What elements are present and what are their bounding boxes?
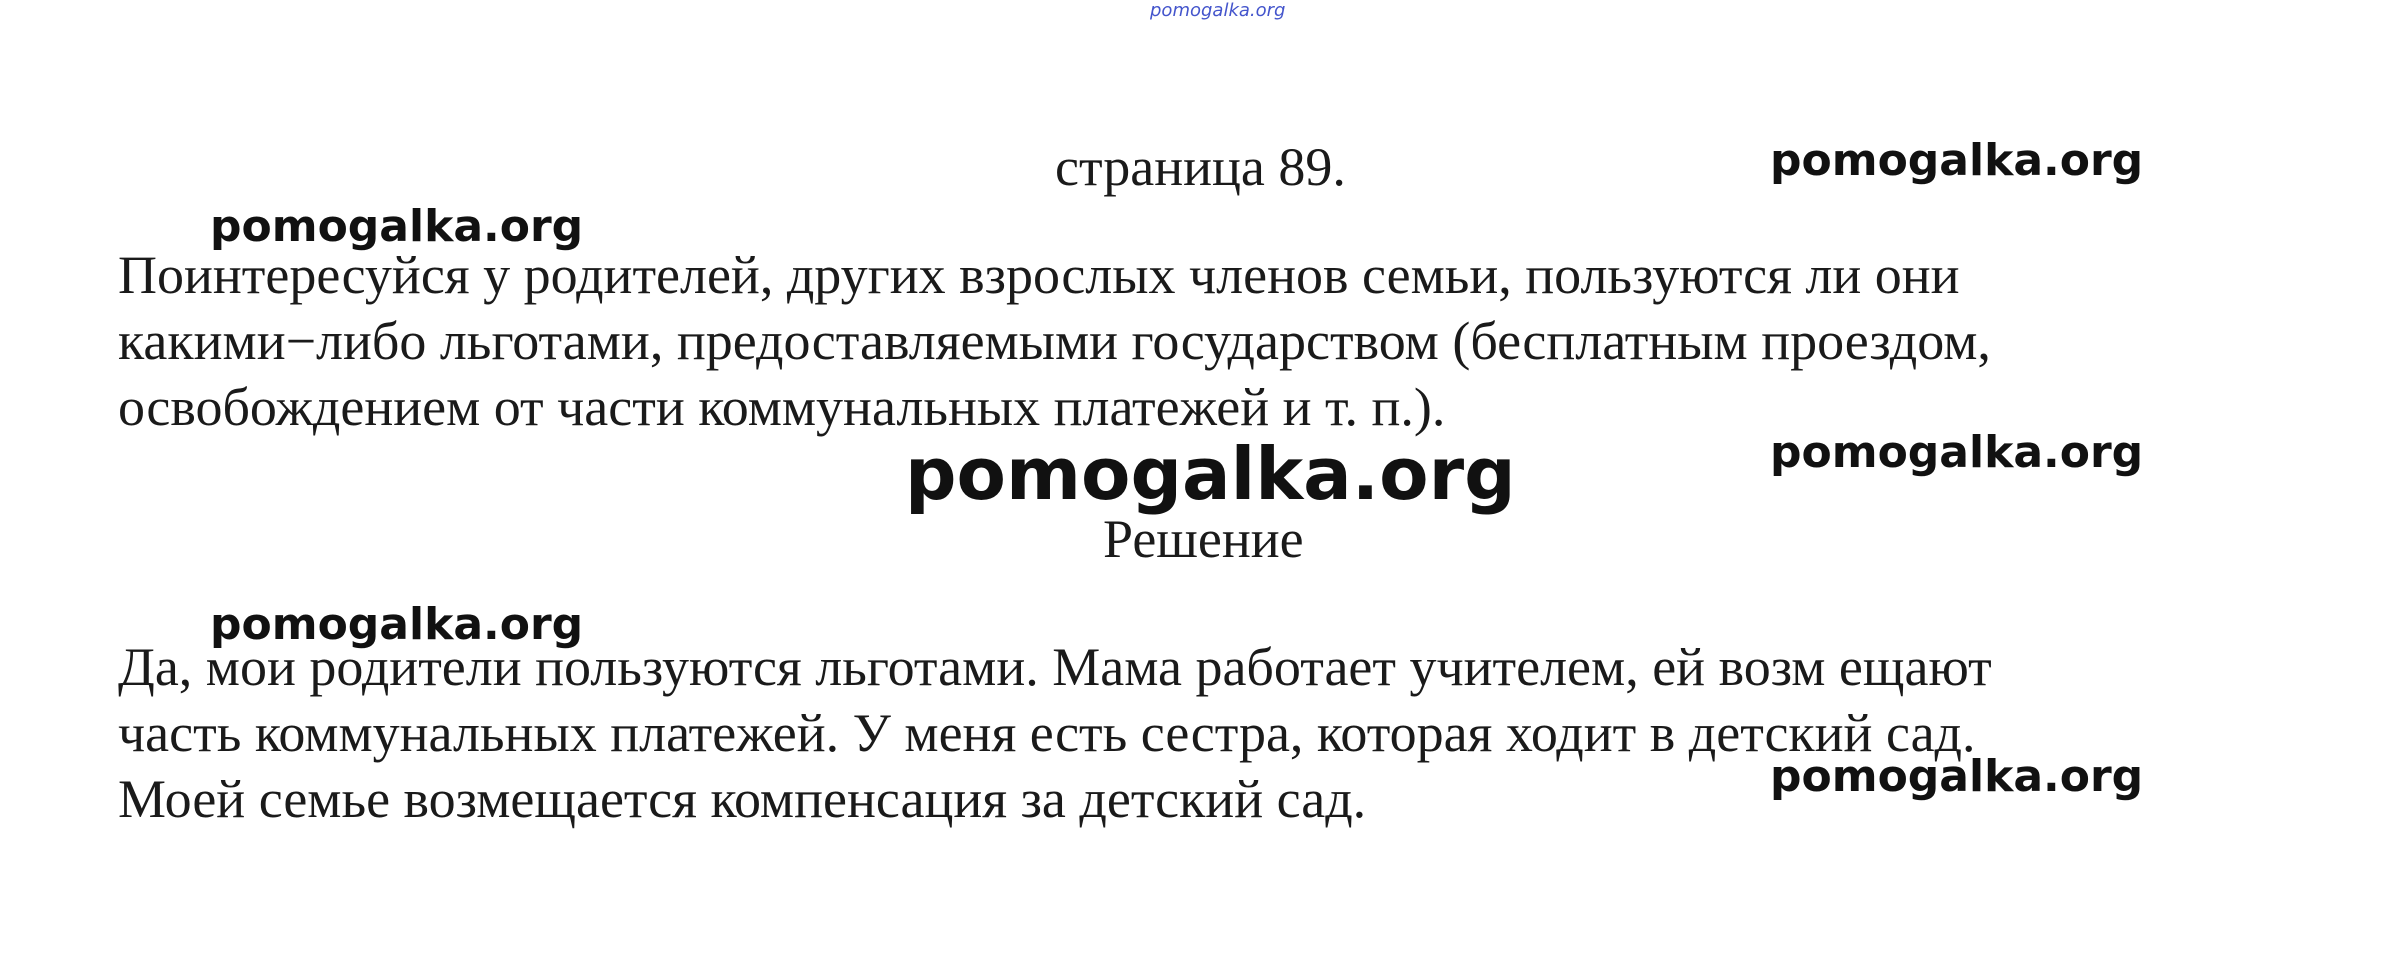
page-heading: страница 89. (1055, 137, 1346, 197)
task-line: Поинтересуйся у родителей, других взрослых членов семьи, пользуются ли они (118, 245, 1960, 305)
watermark-left-2: pomogalka.org (210, 599, 584, 650)
watermark-right-3: pomogalka.org (1770, 751, 2144, 802)
solution-heading: Решение (1103, 509, 1304, 569)
answer-line: Моей семье возмещается компенсация за детский сад. (118, 769, 1367, 829)
watermark-right-1: pomogalka.org (1770, 135, 2144, 186)
watermark-top: pomogalka.org (1150, 0, 1286, 21)
watermark-left-1: pomogalka.org (210, 201, 584, 252)
watermark-center-large: pomogalka.org (905, 432, 1516, 516)
watermark-right-2: pomogalka.org (1770, 427, 2144, 478)
task-text (118, 242, 2358, 440)
answer-line: часть коммунальных платежей. У меня есть сестра, которая ходит в детский сад. (118, 703, 1976, 763)
task-line: какими−либо льготами, предоставляемыми государством (бесплатным проездом, (118, 311, 1991, 371)
answer-text (118, 634, 2358, 832)
task-line: освобождением от части коммунальных платежей и т. п.). (118, 377, 1446, 437)
answer-line: Да, мои родители пользуются льготами. Мама работает учителем, ей возм ещают (118, 637, 1992, 697)
